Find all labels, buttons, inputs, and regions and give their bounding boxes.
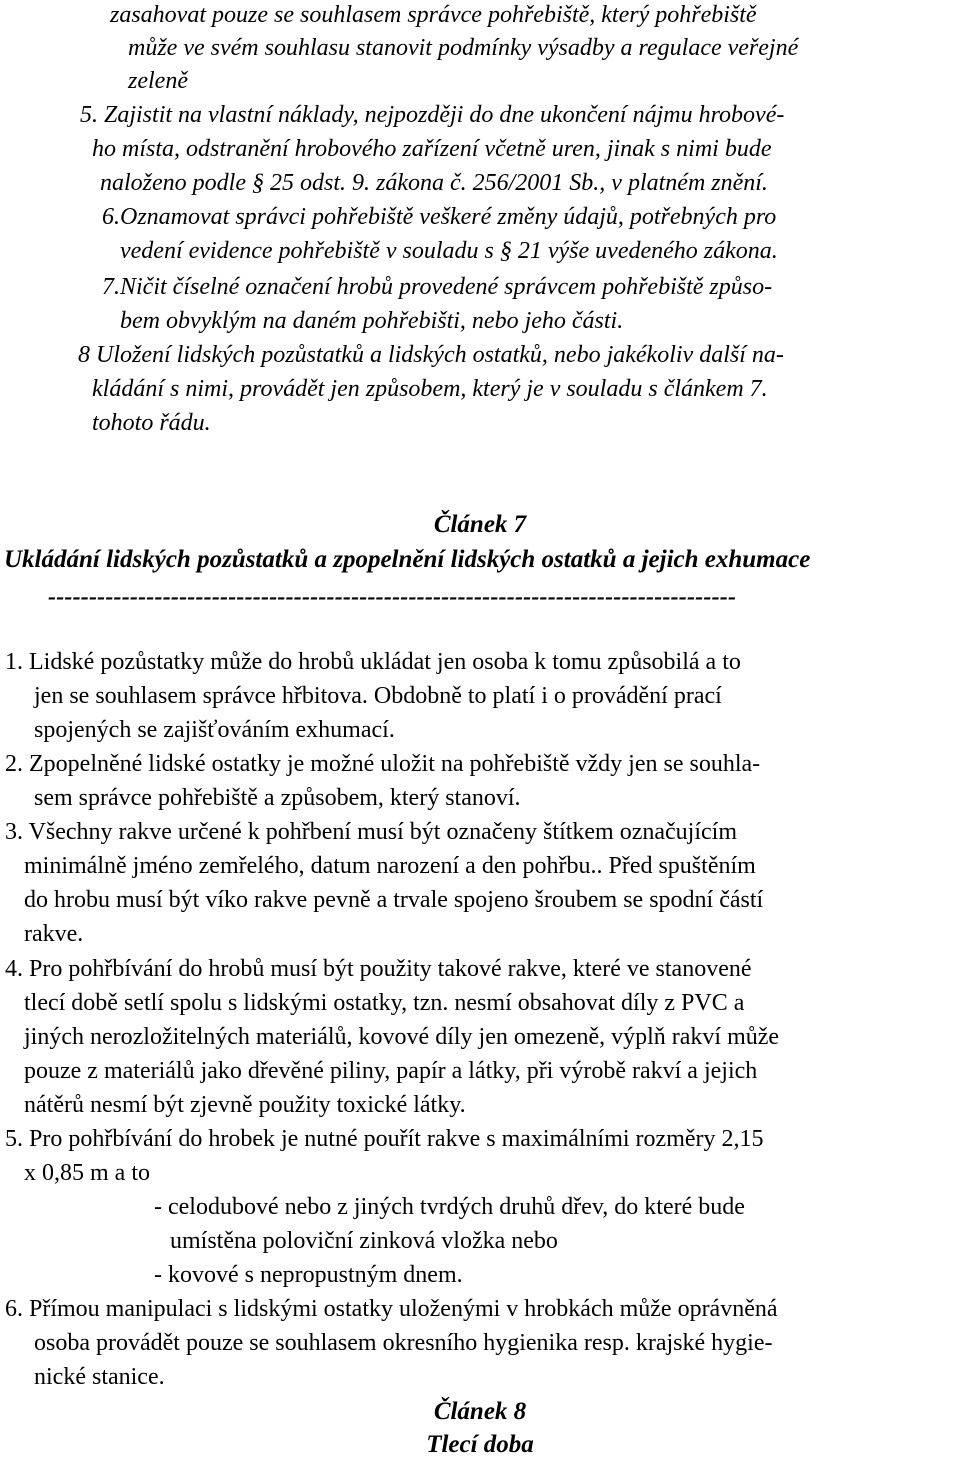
- divider: ------------------------------------------------------------------------------------: [48, 584, 737, 610]
- article-heading: Článek 7: [433, 511, 527, 538]
- text-line: sem správce pohřebiště a způsobem, který stanoví.: [34, 785, 521, 811]
- text-line: naloženo podle § 25 odst. 9. zákona č. 256/2001 Sb., v platném znění.: [100, 170, 768, 196]
- text-line: umístěna poloviční zinková vložka nebo: [170, 1228, 558, 1254]
- list-item-2: 2. Zpopelněné lidské ostatky je možné uložit na pohřebiště vždy jen se souhla-: [5, 751, 761, 777]
- text-line: vedení evidence pohřebiště v souladu s § 21 výše uvedeného zákona.: [120, 238, 778, 264]
- list-item-6: 6. Přímou manipulaci s lidskými ostatky uloženými v hrobkách může oprávněná: [5, 1296, 778, 1322]
- text-line: minimálně jméno zemřelého, datum narození a den pohřbu.. Před spuštěním: [24, 853, 756, 879]
- text-line: - kovové s nepropustným dnem.: [154, 1262, 463, 1288]
- text-line: do hrobu musí být víko rakve pevně a trvale spojeno šroubem se spodní částí: [24, 887, 764, 913]
- list-item-6: 6.Oznamovat správci pohřebiště veškeré změny údajů, potřebných pro: [102, 204, 777, 230]
- text-line: rakve.: [24, 921, 84, 947]
- text-line: osoba provádět pouze se souhlasem okresního hygienika resp. krajské hygie-: [34, 1330, 773, 1356]
- text-line: nické stanice.: [34, 1364, 165, 1390]
- article-subtitle: Tlecí doba: [426, 1431, 534, 1458]
- text-line: tlecí době setlí spolu s lidskými ostatky, tzn. nesmí obsahovat díly z PVC a: [24, 990, 745, 1016]
- list-item-3: 3. Všechny rakve určené k pohřbení musí být označeny štítkem označujícím: [5, 819, 737, 845]
- text-line: x 0,85 m a to: [24, 1160, 150, 1186]
- text-line: ho místa, odstranění hrobového zařízení včetně uren, jinak s nimi bude: [92, 136, 772, 162]
- text-line: kládání s nimi, provádět jen způsobem, který je v souladu s článkem 7.: [92, 376, 768, 402]
- text-line: nátěrů nesmí být zjevně použity toxické látky.: [24, 1092, 466, 1118]
- text-line: spojených se zajišťováním exhumací.: [34, 717, 395, 743]
- text-line: může ve svém souhlasu stanovit podmínky výsadby a regulace veřejné: [128, 35, 799, 61]
- list-item-1: 1. Lidské pozůstatky může do hrobů ukládat jen osoba k tomu způsobilá a to: [5, 649, 741, 675]
- list-item-8: 8 Uložení lidských pozůstatků a lidských ostatků, nebo jakékoliv další na-: [78, 342, 784, 368]
- text-line: zasahovat pouze se souhlasem správce pohřebiště, který pohřebiště: [110, 2, 757, 28]
- list-item-7: 7.Ničit číselné označení hrobů provedené správcem pohřebiště způso-: [102, 274, 773, 300]
- text-line: jen se souhlasem správce hřbitova. Obdobně to platí i o provádění prací: [34, 683, 722, 709]
- article-subtitle: Ukládání lidských pozůstatků a zpopelnění lidských ostatků a jejich exhumace: [4, 546, 811, 573]
- text-line: jiných nerozložitelných materiálů, kovové díly jen omezeně, výplň rakví může: [24, 1024, 780, 1050]
- text-line: zeleně: [128, 68, 188, 94]
- list-item-5: 5. Pro pohřbívání do hrobek je nutné pouřít rakve s maximálními rozměry 2,15: [5, 1126, 764, 1152]
- text-line: pouze z materiálů jako dřevěné piliny, papír a látky, při výrobě rakví a jejich: [24, 1058, 758, 1084]
- list-item-4: 4. Pro pohřbívání do hrobů musí být použity takové rakve, které ve stanovené: [5, 956, 752, 982]
- text-line: bem obvyklým na daném pohřebišti, nebo jeho části.: [120, 308, 624, 334]
- list-item-5: 5. Zajistit na vlastní náklady, nejpozději do dne ukončení nájmu hrobové-: [80, 102, 785, 128]
- text-line: - celodubové nebo z jiných tvrdých druhů dřev, do které bude: [154, 1194, 745, 1220]
- article-heading: Článek 8: [433, 1398, 527, 1425]
- text-line: tohoto řádu.: [92, 410, 211, 436]
